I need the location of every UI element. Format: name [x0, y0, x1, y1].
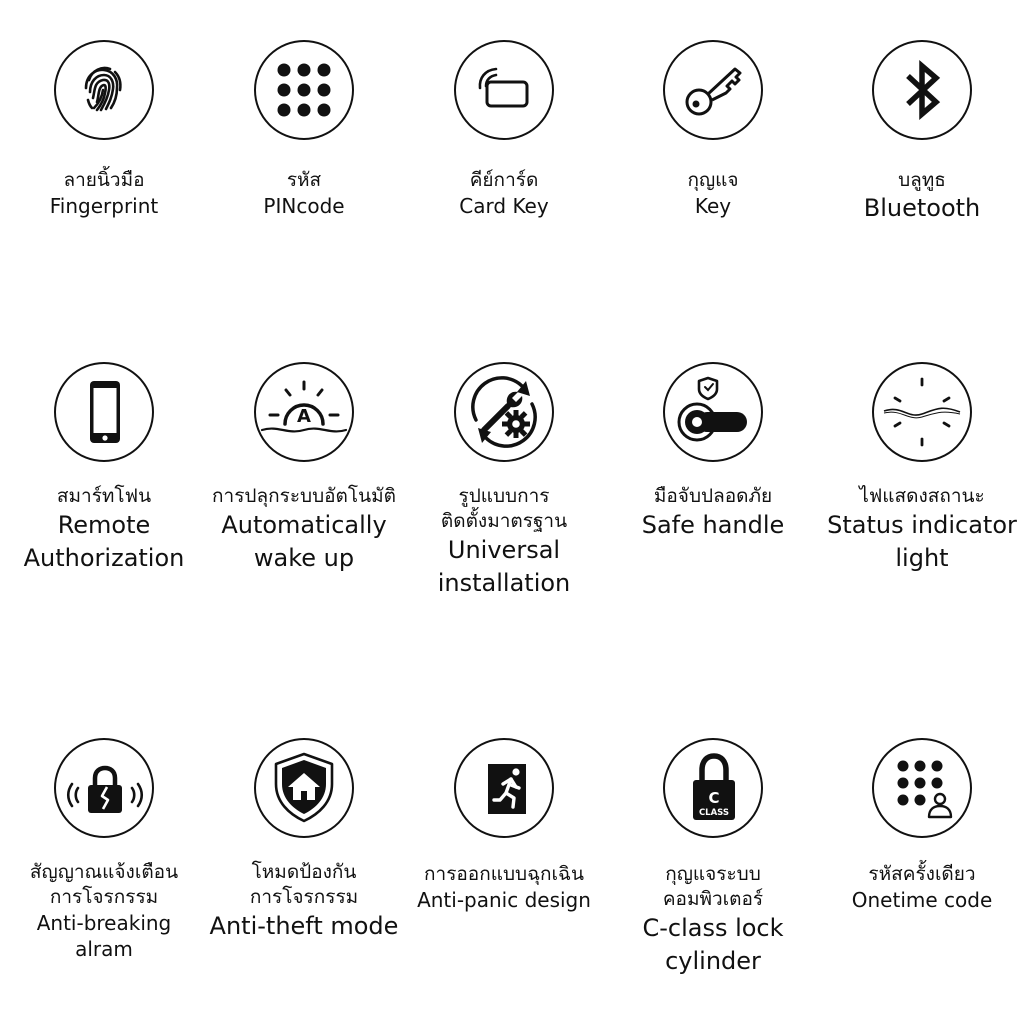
feature-anti-breaking-alarm [4, 738, 204, 978]
card-key-icon [454, 40, 554, 140]
universal-installation-icon [454, 362, 554, 462]
feature-label-th: บลูทูธ [898, 169, 946, 191]
feature-label-th: โหมดป้องกัน การโจรกรรม [249, 861, 359, 908]
lock-badge-letter: C [708, 789, 720, 807]
feature-label-en: Key [694, 194, 732, 218]
feature-safe-handle [613, 362, 813, 562]
feature-label-th: การออกแบบฉุกเฉิน [424, 863, 584, 885]
feature-label-th: คีย์การ์ด [469, 169, 539, 191]
feature-bluetooth [822, 40, 1022, 240]
feature-pincode [204, 40, 404, 240]
anti-breaking-alarm-icon [54, 738, 154, 838]
feature-automatically-wake-up [204, 362, 404, 602]
feature-card-key [404, 40, 604, 240]
key-icon [663, 40, 763, 140]
feature-label-en: PINcode [263, 194, 345, 218]
feature-c-class-lock-cylinder [613, 738, 813, 998]
feature-label-th: รหัส [286, 169, 322, 191]
anti-theft-shield-icon [254, 738, 354, 838]
feature-label-th: การปลุกระบบอัตโนมัติ [212, 485, 396, 507]
feature-label-en: Bluetooth [863, 194, 981, 222]
feature-remote-authorization [4, 362, 204, 602]
lock-badge-subtext: CLASS [698, 808, 730, 818]
feature-label-th: รูปแบบการ ติดตั้งมาตรฐาน [440, 485, 568, 532]
feature-label-en: Status indicator light [827, 511, 1017, 572]
feature-universal-installation [404, 362, 604, 622]
feature-label-en: Card Key [459, 194, 549, 218]
feature-label-th: กุญแจระบบ คอมพิวเตอร์ [662, 863, 764, 910]
feature-label-th: มือจับปลอดภัย [653, 485, 773, 507]
feature-anti-theft-mode [204, 738, 404, 978]
feature-label-th: ลายนิ้วมือ [63, 169, 145, 191]
c-class-lock-icon [663, 738, 763, 838]
safe-handle-icon [663, 362, 763, 462]
feature-label-en: Remote Authorization [23, 511, 185, 572]
feature-status-indicator-light [822, 362, 1022, 602]
fingerprint-icon [54, 40, 154, 140]
feature-anti-panic-design [404, 738, 604, 938]
feature-label-en: Onetime code [851, 888, 993, 912]
smartphone-icon [54, 362, 154, 462]
svg-text:A: A [297, 406, 311, 427]
feature-label-en: C-class lock cylinder [642, 914, 784, 975]
feature-label-en: Universal installation [437, 536, 571, 597]
feature-label-en: Fingerprint [49, 194, 159, 218]
feature-label-en: Anti-theft mode [209, 912, 399, 940]
status-light-icon [872, 362, 972, 462]
feature-label-en: Anti-panic design [417, 888, 591, 912]
feature-key [613, 40, 813, 240]
feature-label-th: สัญญาณแจ้งเตือน การโจรกรรม [29, 861, 179, 908]
feature-onetime-code [822, 738, 1022, 938]
feature-label-en: Safe handle [641, 511, 785, 539]
feature-label-th: ไฟแสดงสถานะ [859, 485, 985, 507]
feature-fingerprint [4, 40, 204, 240]
feature-label-th: รหัสครั้งเดียว [868, 863, 976, 885]
keypad-icon [254, 40, 354, 140]
feature-label-th: สมาร์ทโฟน [56, 485, 152, 507]
onetime-code-icon [872, 738, 972, 838]
emergency-exit-icon [454, 738, 554, 838]
feature-label-th: กุญแจ [687, 169, 739, 191]
feature-label-en: Automatically wake up [221, 511, 387, 572]
feature-label-en: Anti-breaking alram [36, 911, 172, 961]
auto-wake-icon [254, 362, 354, 462]
bluetooth-icon [872, 40, 972, 140]
